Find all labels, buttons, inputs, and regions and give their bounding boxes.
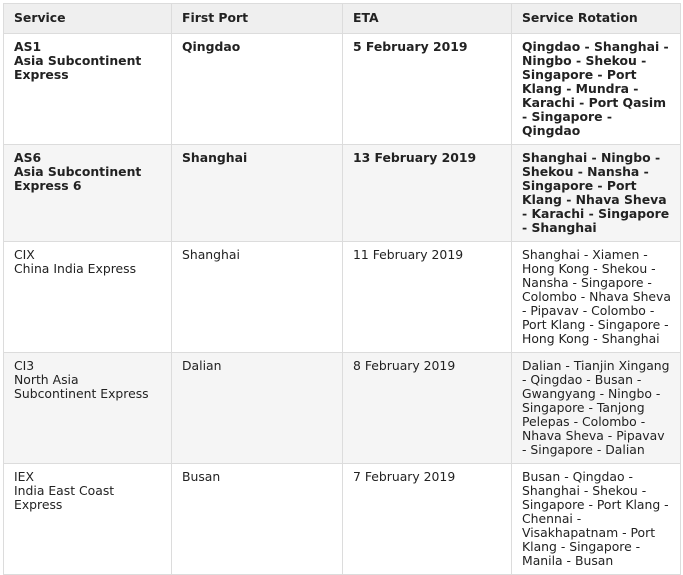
service-cell (4, 34, 172, 145)
table-row (4, 353, 681, 464)
service-rotation-cell: Shanghai - Ningbo - Shekou - Nansha - Singapore - Port Klang - Nhava Sheva - Karachi - Singapore - Shanghai (512, 145, 681, 242)
service-code: AS1 (14, 39, 42, 54)
header-service: Service (4, 4, 172, 34)
service-rotation-cell: Shanghai - Xiamen - Hong Kong - Shekou - Nansha - Singapore - Colombo - Nhava Sheva - Pipavav - Colombo - Port Klang - Singapore - Hong Kong - Shanghai (512, 242, 681, 353)
service-code: AS6 (14, 150, 42, 165)
service-cell (4, 145, 172, 242)
first-port-cell: Qingdao (172, 34, 343, 145)
service-name: Asia Subcontinent Express (14, 53, 142, 82)
table-row (4, 242, 681, 353)
service-rotation-cell: Qingdao - Shanghai - Ningbo - Shekou - Singapore - Port Klang - Mundra - Karachi - Port Qasim - Singapore - Qingdao (512, 34, 681, 145)
service-code: CIX (14, 247, 35, 262)
header-service-rotation: Service Rotation (512, 4, 681, 34)
service-code: CI3 (14, 358, 35, 373)
service-cell (4, 464, 172, 575)
service-rotation-cell: Dalian - Tianjin Xingang - Qingdao - Busan - Gwangyang - Ningbo - Singapore - Tanjong Pelepas - Colombo - Nhava Sheva - Pipavav - Singapore - Dalian (512, 353, 681, 464)
service-cell (4, 242, 172, 353)
service-cell (4, 353, 172, 464)
first-port-cell: Busan (172, 464, 343, 575)
first-port-cell: Shanghai (172, 242, 343, 353)
service-name: India East Coast Express (14, 483, 115, 512)
header-first-port: First Port (172, 4, 343, 34)
service-schedule-table (3, 3, 681, 575)
table-row (4, 464, 681, 575)
eta-cell: 8 February 2019 (343, 353, 512, 464)
service-name: China India Express (14, 261, 137, 276)
table-header (4, 4, 681, 34)
eta-cell: 5 February 2019 (343, 34, 512, 145)
first-port-cell: Shanghai (172, 145, 343, 242)
header-eta: ETA (343, 4, 512, 34)
table-body (4, 34, 681, 575)
eta-cell: 11 February 2019 (343, 242, 512, 353)
table-row (4, 34, 681, 145)
table-row (4, 145, 681, 242)
service-code: IEX (14, 469, 34, 484)
service-name: North Asia Subcontinent Express (14, 372, 149, 401)
service-rotation-cell: Busan - Qingdao - Shanghai - Shekou - Singapore - Port Klang - Chennai - Visakhapatnam - Port Klang - Singapore - Manila - Busan (512, 464, 681, 575)
first-port-cell: Dalian (172, 353, 343, 464)
eta-cell: 13 February 2019 (343, 145, 512, 242)
service-name: Asia Subcontinent Express 6 (14, 164, 142, 193)
eta-cell: 7 February 2019 (343, 464, 512, 575)
header-row (4, 4, 681, 34)
